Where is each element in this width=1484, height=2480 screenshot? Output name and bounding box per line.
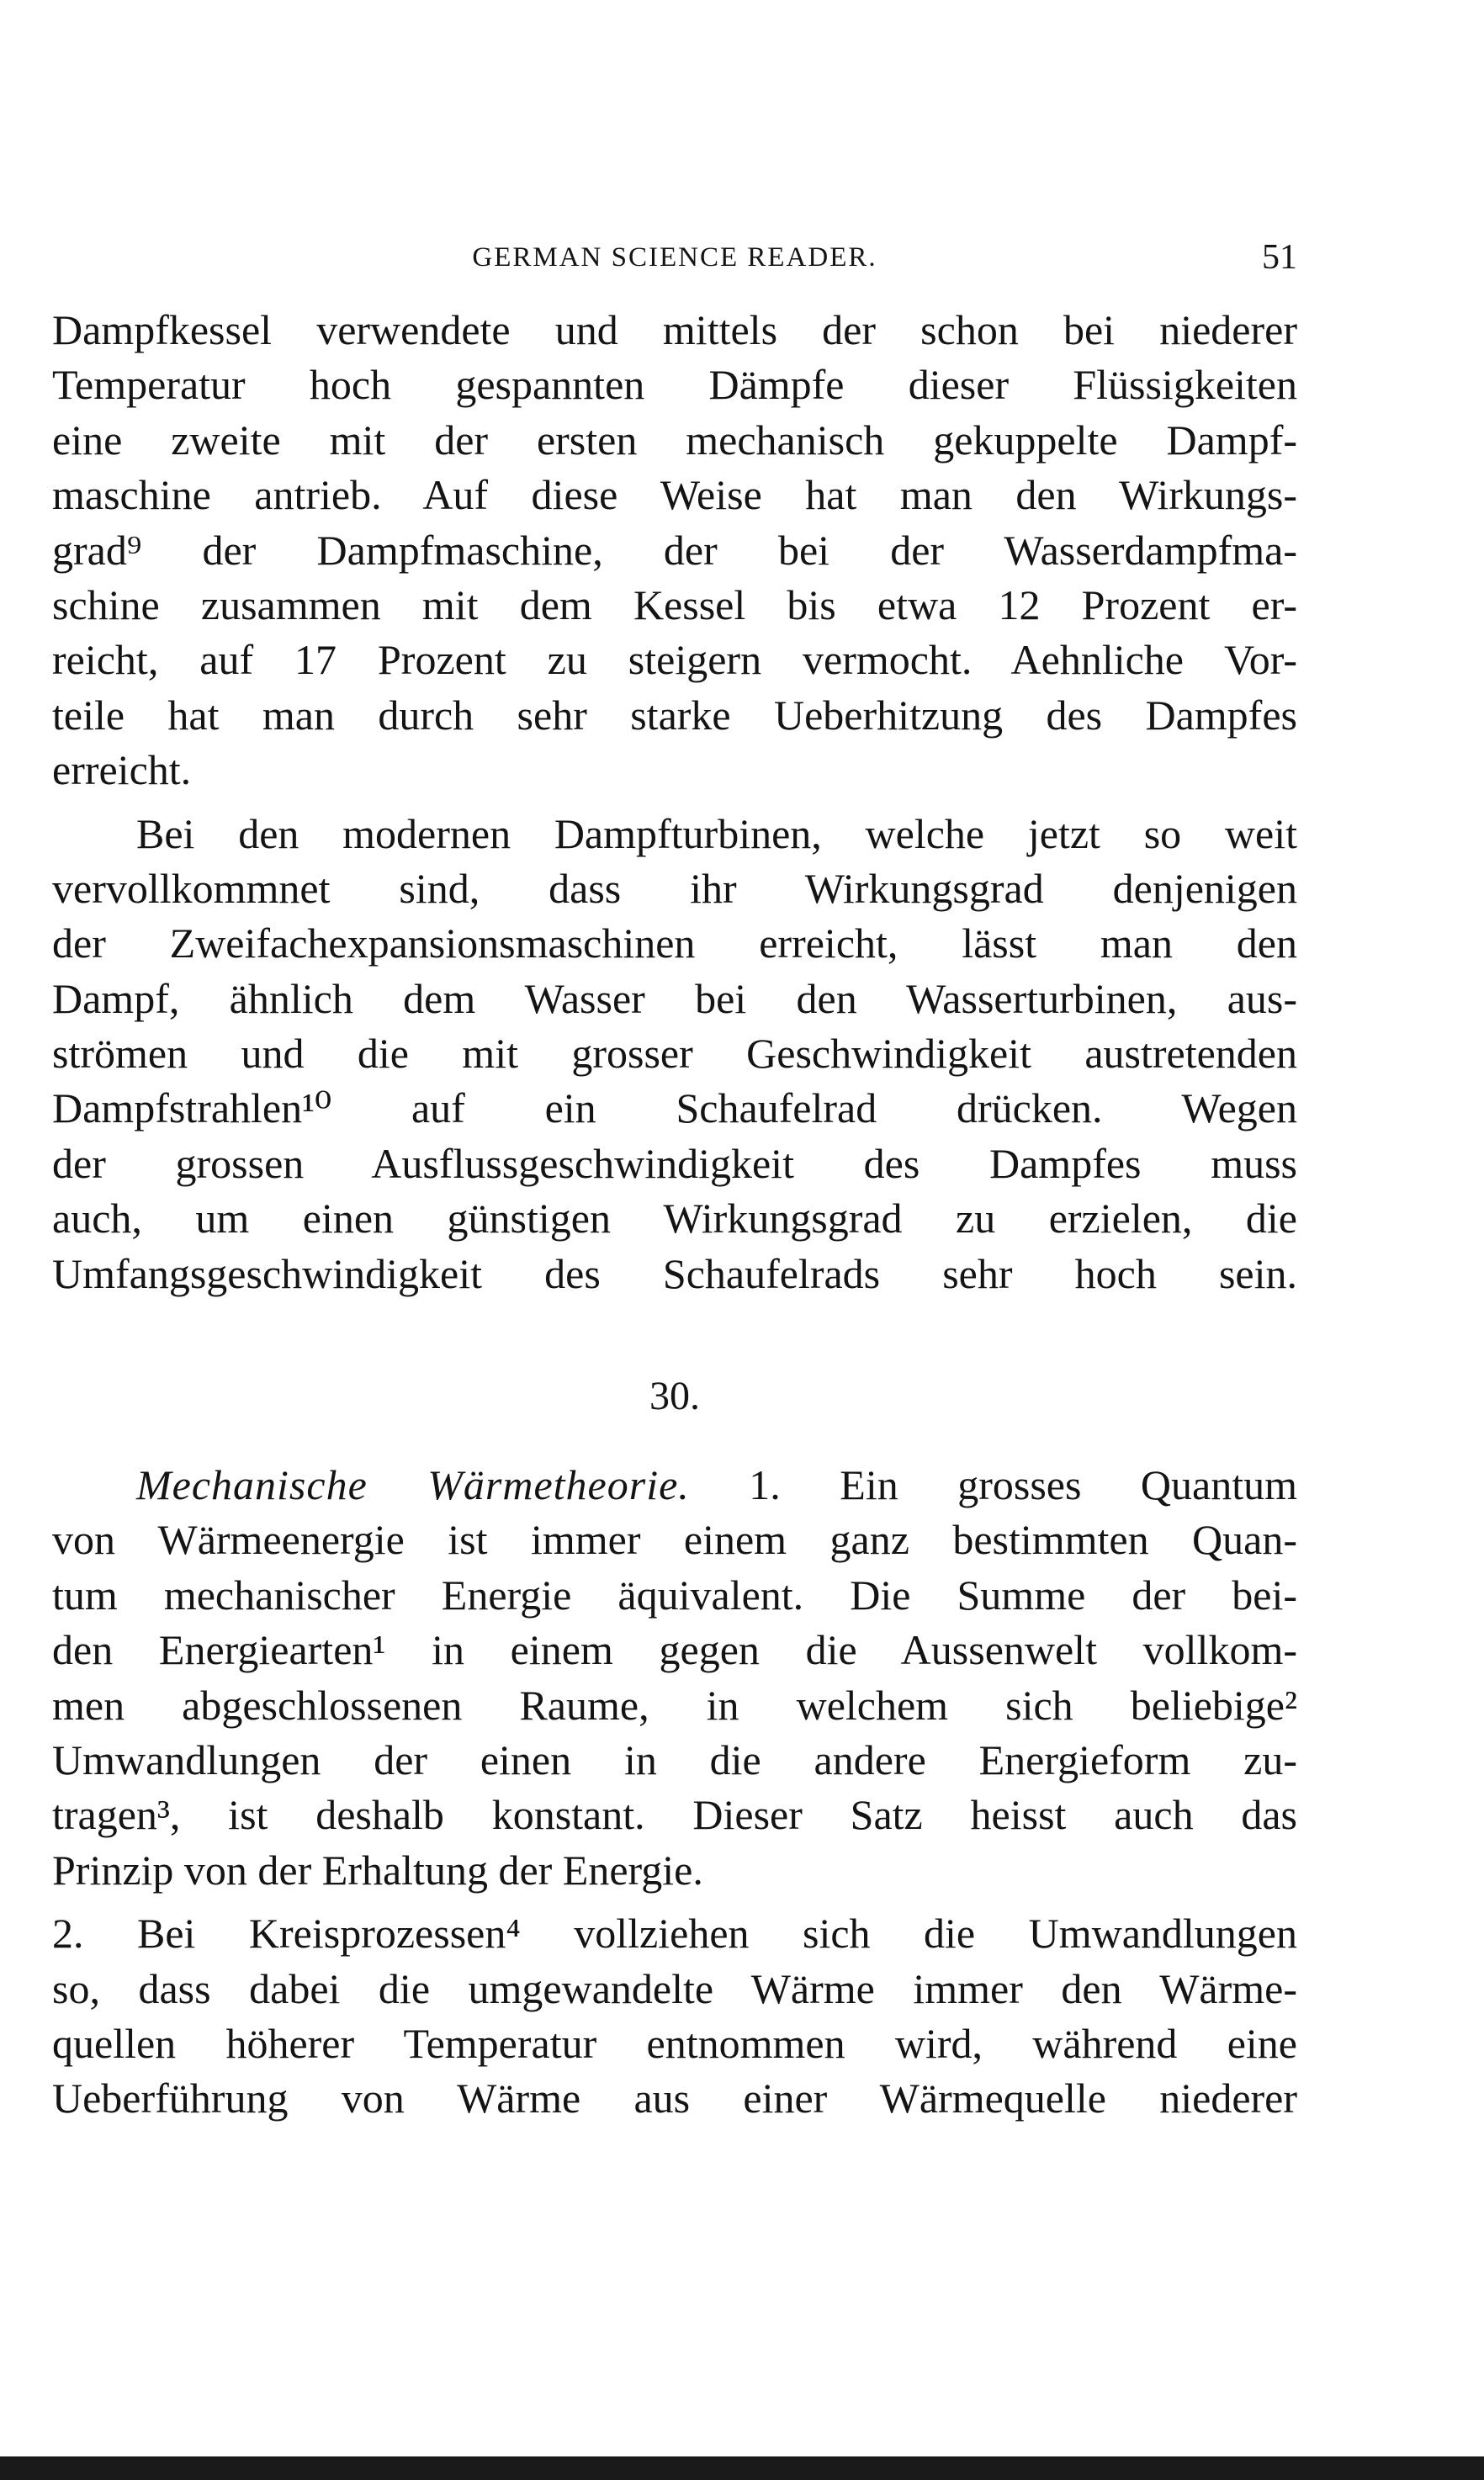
paragraph-mechanical-heat-theory [52, 1458, 1297, 1898]
text-line: tum mechanischer Energie äquivalent. Die Summe der bei- [52, 1571, 1297, 1619]
text-line: quellen höherer Temperatur entnommen wird, während eine [52, 2019, 1297, 2067]
running-title: GERMAN SCIENCE READER. [472, 242, 877, 273]
text-line-content: Bei den modernen Dampfturbinen, welche jetzt so weit [136, 809, 1297, 857]
text-line: reicht, auf 17 Prozent zu steigern vermocht. Aehnliche Vor- [52, 636, 1297, 684]
text-line: auch, um einen günstigen Wirkungsgrad zu erzielen, die [52, 1195, 1297, 1243]
paragraph-steam-turbines [52, 807, 1297, 1302]
paragraph-cyclic-processes [52, 1906, 1297, 2127]
text-line-content: 1. Ein grosses Quantum [749, 1461, 1298, 1509]
text-line: Prinzip von der Erhaltung der Energie. [52, 1846, 703, 1894]
text-line: Ueberführung von Wärme aus einer Wärmequelle niederer [52, 2075, 1297, 2122]
page-number: 51 [1262, 238, 1297, 277]
text-line: tragen³, ist deshalb konstant. Dieser Satz heisst auch das [52, 1791, 1297, 1839]
text-line: 2. Bei Kreisprozessen⁴ vollziehen sich die Umwandlungen [52, 1910, 1297, 1958]
text-line: Dampfstrahlen¹⁰ auf ein Schaufelrad drücken. Wegen [52, 1084, 1297, 1132]
text-line: Temperatur hoch gespannten Dämpfe dieser Flüssigkeiten [52, 361, 1297, 409]
text-line: Umwandlungen der einen in die andere Energieform zu- [52, 1735, 1297, 1783]
section-number: 30. [649, 1374, 700, 1419]
text-line: strömen und die mit grosser Geschwindigkeit austretenden [52, 1030, 1297, 1078]
section-title: Mechanische Wärmetheorie. [136, 1461, 690, 1509]
text-line [52, 807, 1297, 861]
text-line: grad⁹ der Dampfmaschine, der bei der Wasserdampfma- [52, 526, 1297, 574]
text-line: von Wärmeenergie ist immer einem ganz bestimmten Quan- [52, 1516, 1297, 1564]
paragraph-steam-boiler [52, 303, 1297, 798]
scan-edge-band [0, 2456, 1484, 2480]
text-line: so, dass dabei die umgewandelte Wärme immer den Wärme- [52, 1964, 1297, 2012]
text-line: schine zusammen mit dem Kessel bis etwa 12 Prozent er- [52, 580, 1297, 628]
text-line: Dampfkessel verwendete und mittels der schon bei niederer [52, 306, 1297, 353]
text-line: maschine antrieb. Auf diese Weise hat man den Wirkungs- [52, 471, 1297, 519]
text-line [52, 1458, 1297, 1513]
text-line: den Energiearten¹ in einem gegen die Aussenwelt vollkom- [52, 1626, 1297, 1674]
text-line: Umfangsgeschwindigkeit des Schaufelrads sehr hoch sein. [52, 1249, 1297, 1297]
running-head [52, 232, 1297, 283]
text-line: teile hat man durch sehr starke Ueberhitzung des Dampfes [52, 691, 1297, 739]
text-line: vervollkommnet sind, dass ihr Wirkungsgrad denjenigen [52, 864, 1297, 912]
text-line: der Zweifachexpansionsmaschinen erreicht, lässt man den [52, 919, 1297, 967]
text-line: der grossen Ausflussgeschwindigkeit des Dampfes muss [52, 1139, 1297, 1187]
text-line: eine zweite mit der ersten mechanisch gekuppelte Dampf- [52, 416, 1297, 464]
text-line: erreicht. [52, 746, 192, 794]
text-line: men abgeschlossenen Raume, in welchem sich beliebige² [52, 1681, 1297, 1729]
text-line: Dampf, ähnlich dem Wasser bei den Wasserturbinen, aus- [52, 974, 1297, 1022]
body-text [52, 303, 1297, 2127]
